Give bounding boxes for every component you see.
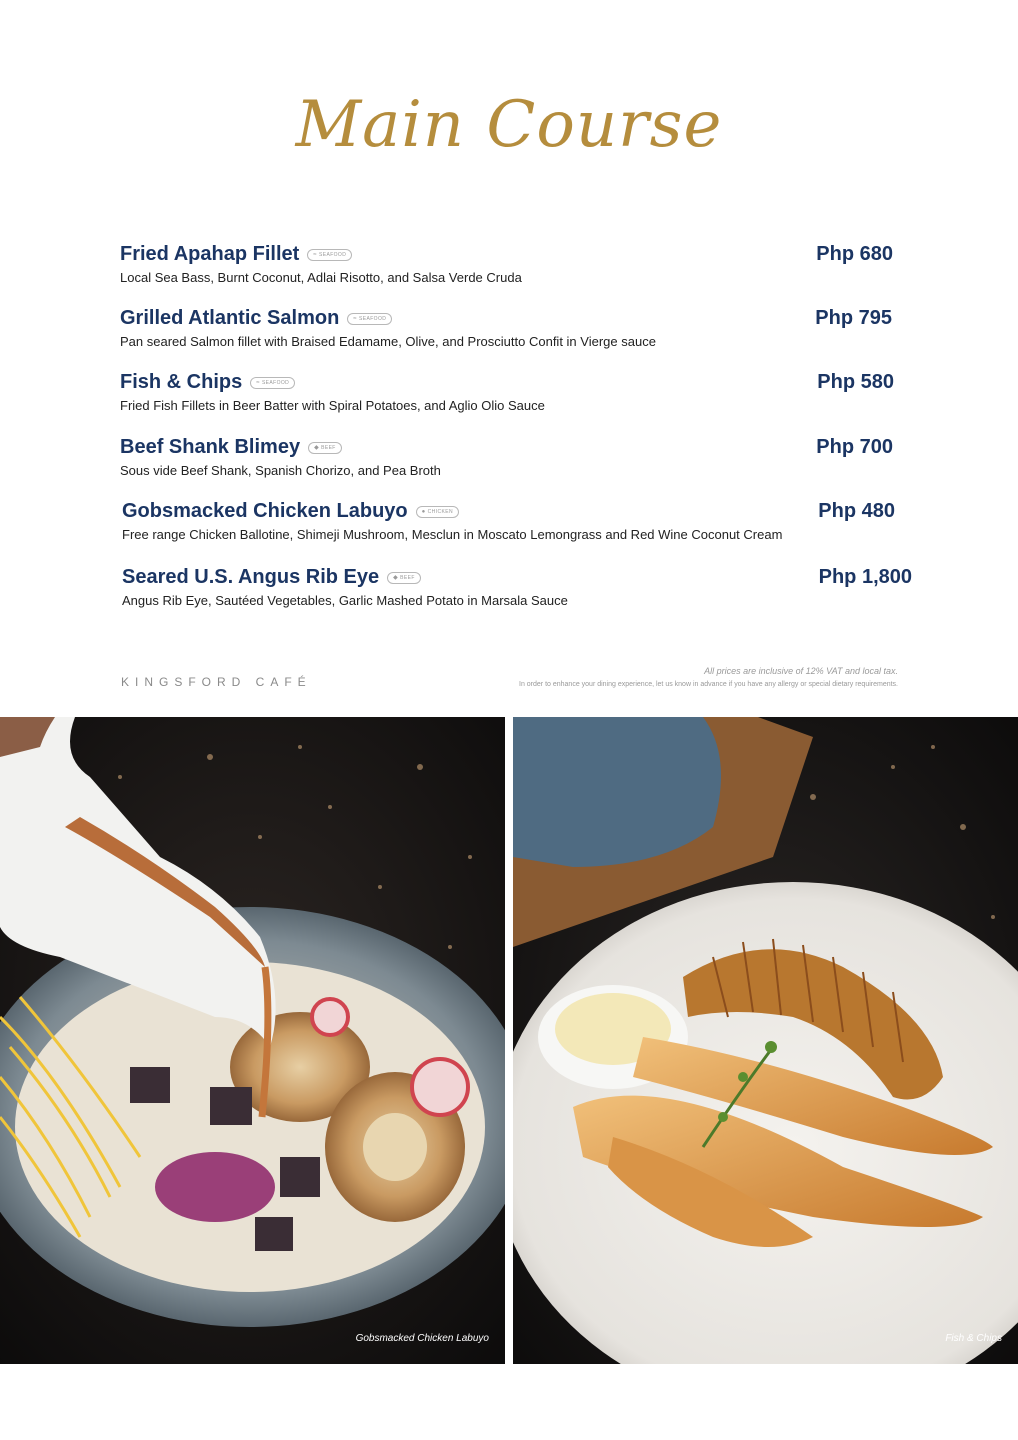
menu-item-gobsmacked-chicken-labuyo [122,500,912,552]
cow-icon: ◆ [393,575,399,581]
menu-item-beef-shank-blimey [120,436,910,488]
vat-note: All prices are inclusive of 12% VAT and local tax. [704,666,898,676]
menu-item-fish-and-chips [120,371,910,423]
menu-item-price: Php 480 [818,500,895,522]
menu-item-price: Php 795 [815,307,892,329]
page-title: Main Course [295,88,723,162]
fish-icon: ≈ [353,315,357,322]
fish-and-chips-image [513,717,1018,1364]
brand-name: KINGSFORD CAFÉ [121,675,312,689]
photo-caption: Gobsmacked Chicken Labuyo [355,1333,489,1344]
photo-fish-and-chips [513,717,1018,1364]
menu-item-name: Seared U.S. Angus Rib Eye [122,566,380,588]
drumstick-icon: ● [421,508,426,515]
chicken-tag: ● CHICKEN [416,506,459,518]
fish-icon: ≈ [256,379,260,386]
beef-tag: ◆ BEEF [387,572,421,584]
menu-item-name: Beef Shank Blimey [120,436,301,458]
allergy-note: In order to enhance your dining experience, let us know in advance if you have any allergy or special dietary requirements. [519,681,898,688]
menu-item-seared-us-angus-rib-eye [122,566,912,618]
menu-item-description: Angus Rib Eye, Sautéed Vegetables, Garlic Mashed Potato in Marsala Sauce [122,593,568,608]
menu-item-price: Php 1,800 [818,566,912,588]
menu-item-description: Free range Chicken Ballotine, Shimeji Mushroom, Mesclun in Moscato Lemongrass and Red Wine Coconut Cream [122,527,783,542]
menu-item-price: Php 580 [817,371,894,393]
seafood-tag: ≈ SEAFOOD [250,377,295,389]
menu-item-description: Fried Fish Fillets in Beer Batter with Spiral Potatoes, and Aglio Olio Sauce [120,398,545,413]
photo-caption: Fish & Chips [945,1333,1002,1344]
seafood-tag: ≈ SEAFOOD [307,249,352,261]
beef-tag: ◆ BEEF [308,442,342,454]
photo-chicken-labuyo [0,717,505,1364]
menu-item-price: Php 700 [816,436,893,458]
menu-item-grilled-atlantic-salmon [120,307,910,359]
menu-item-description: Sous vide Beef Shank, Spanish Chorizo, and Pea Broth [120,463,441,478]
menu-item-description: Pan seared Salmon fillet with Braised Edamame, Olive, and Prosciutto Confit in Vierge sauce [120,334,656,349]
menu-item-description: Local Sea Bass, Burnt Coconut, Adlai Risotto, and Salsa Verde Cruda [120,270,522,285]
menu-item-name: Fish & Chips [120,371,243,393]
menu-item-name: Fried Apahap Fillet [120,243,300,265]
menu-item-fried-apahap-fillet [120,243,910,295]
menu-item-name: Grilled Atlantic Salmon [120,307,340,329]
menu-item-name: Gobsmacked Chicken Labuyo [122,500,408,522]
menu-item-price: Php 680 [816,243,893,265]
cow-icon: ◆ [314,445,320,451]
chicken-dish-image [0,717,505,1364]
fish-icon: ≈ [313,251,317,258]
seafood-tag: ≈ SEAFOOD [347,313,392,325]
